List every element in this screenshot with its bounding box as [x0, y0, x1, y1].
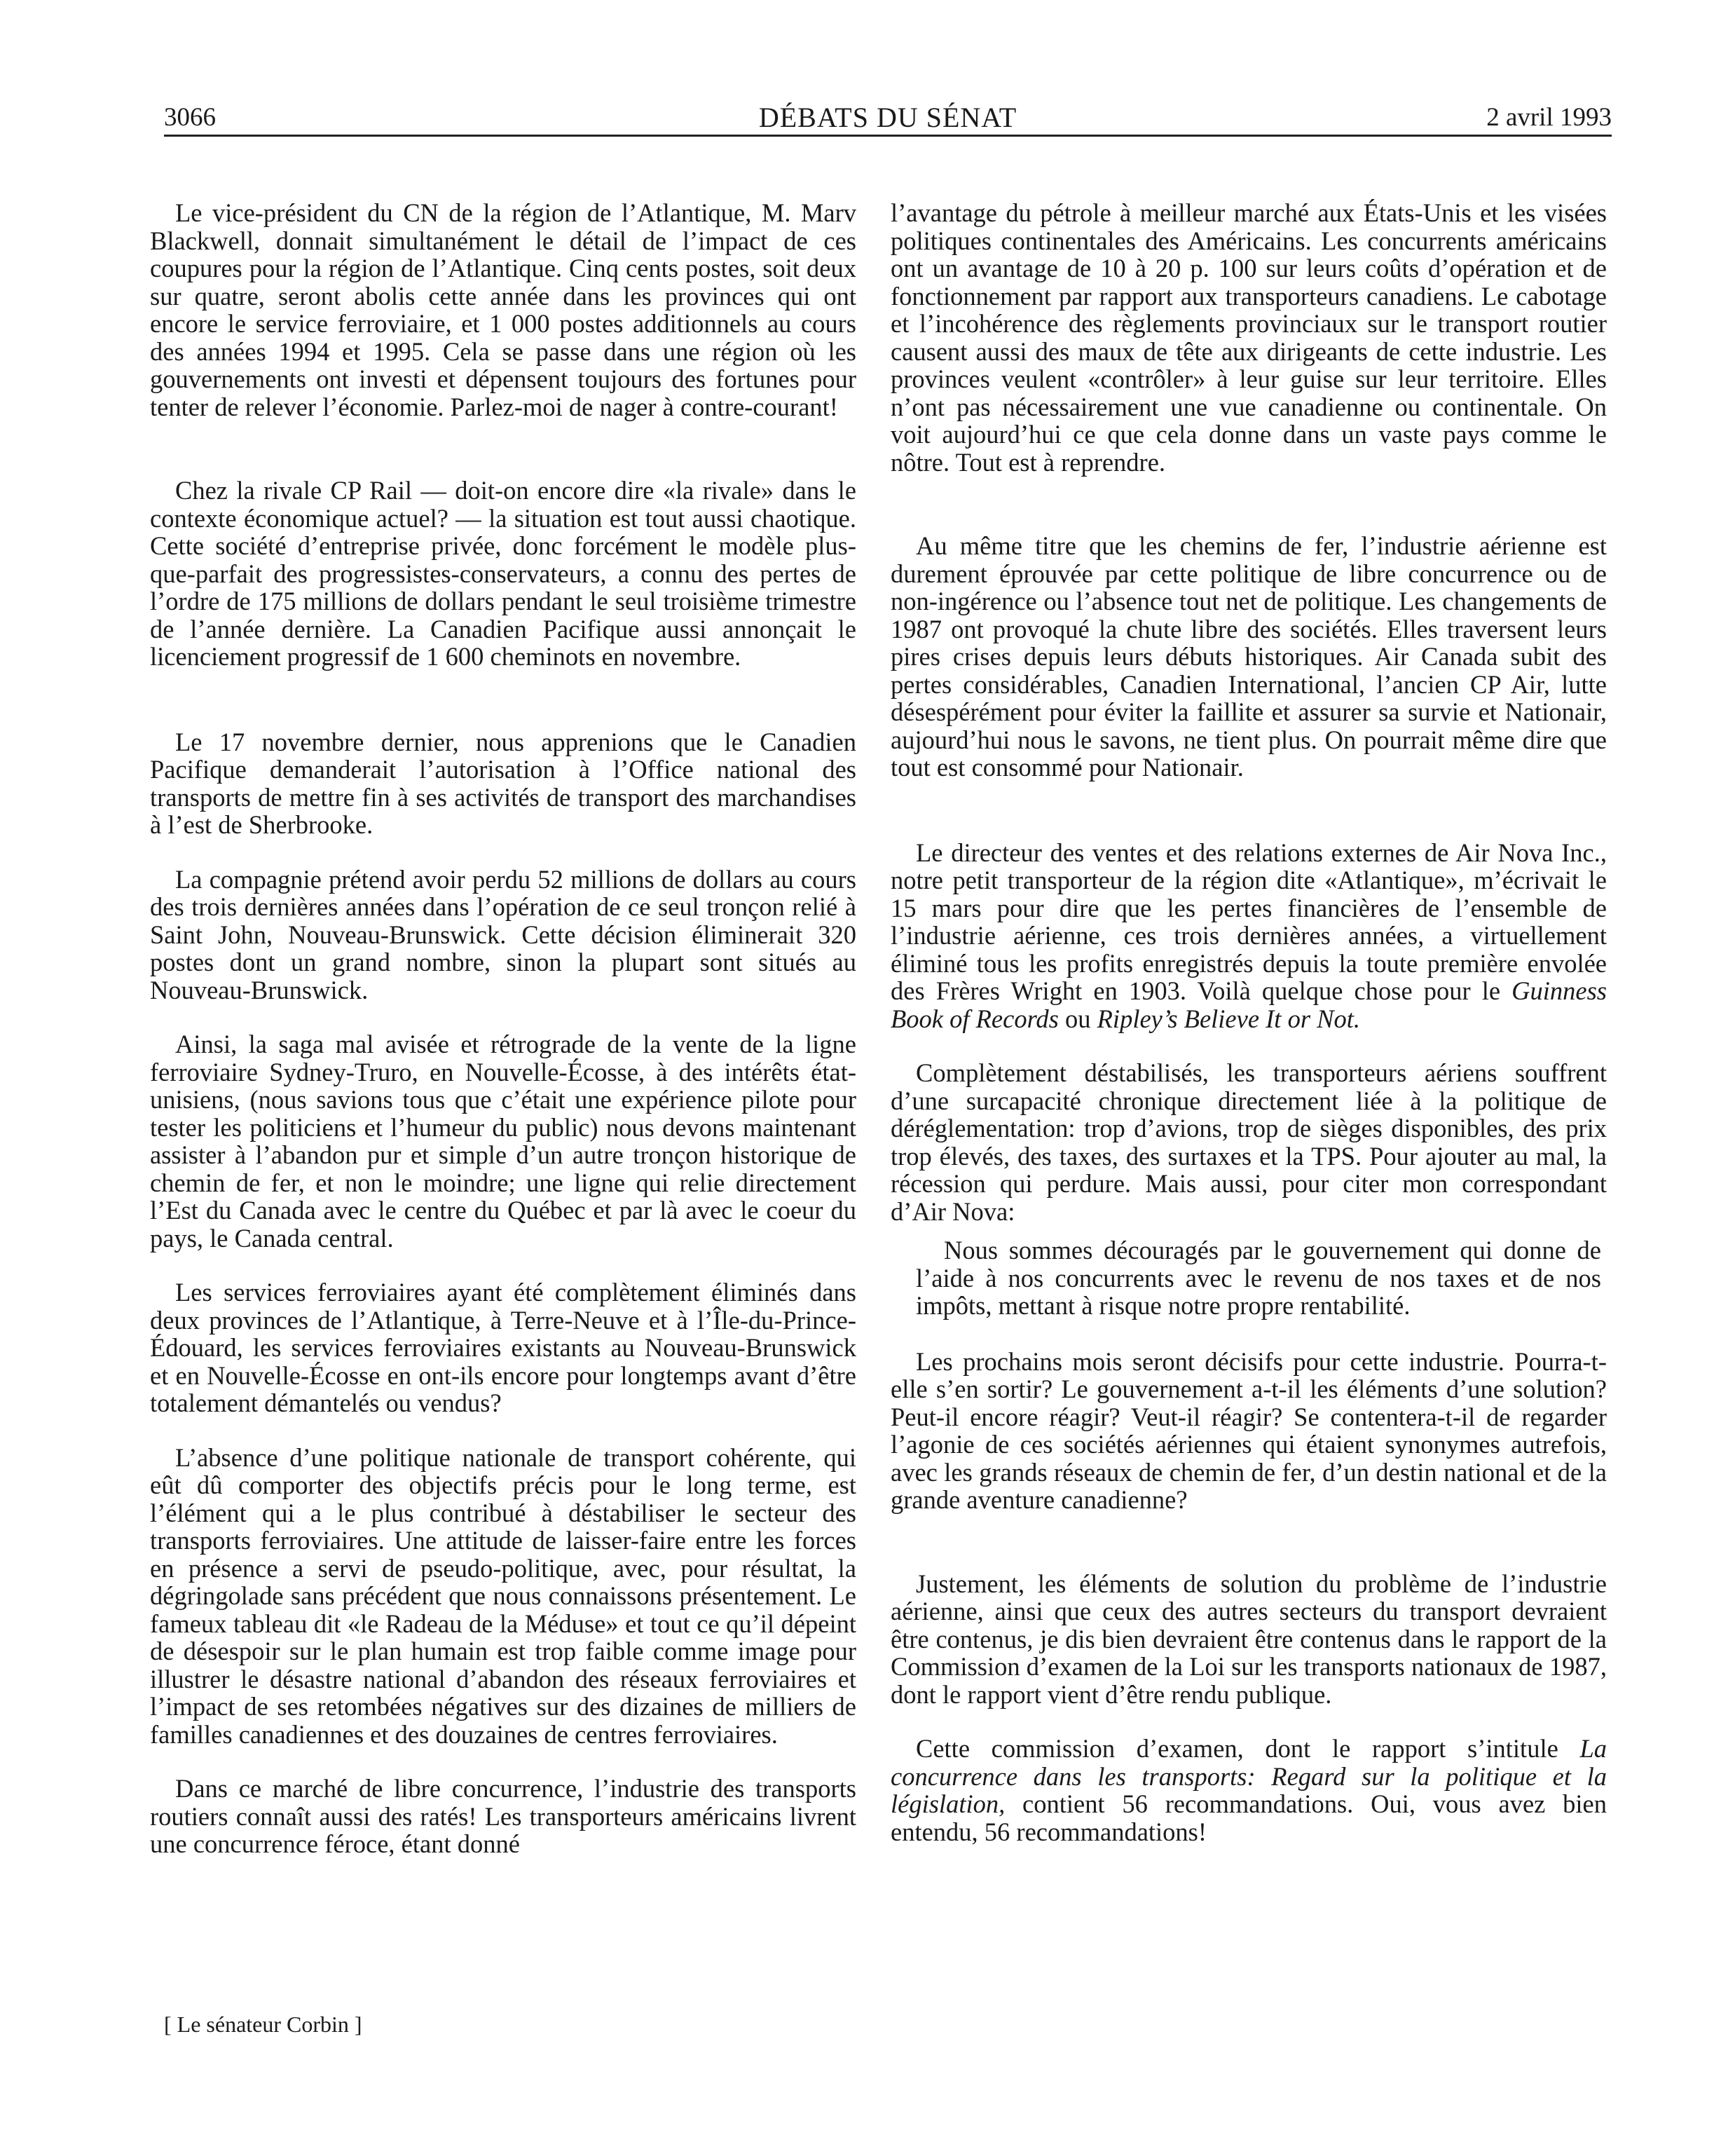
paragraph-elements-solution: Justement, les éléments de solution du problème de l’industrie aérienne, ainsi que ceux des autres secteurs du transport devraient être contenus, je dis bien devraient être contenus dans le rapport de la Commission d’examen de la Loi sur les transports nationaux de 1987, dont le rapport vient d’être rendu publique.: [891, 1569, 1607, 1709]
paragraph-politique-nationale: L’absence d’une politique nationale de transport cohérente, qui eût dû comporter des objectifs précis pour le long terme, est l’élément qui a le plus contribué à déstabiliser le secteur des transports ferroviaires. Une attitude de laisser-faire entre les forces en présence a servi de pseudo-politique, avec, pour résultat, la dégringolade sans précédent que nous connaissons présentement. Le fameux tableau dit «le Radeau de la Méduse» et tout ce qu’il dépeint de désespoir sur le plan humain est trop faible comme image pour illustrer le désastre national d’abandon des réseaux ferroviaires et l’impact de ses retombées négatives sur des dizaines de milliers de familles canadiennes et des douzaines de centres ferroviaires.: [150, 1442, 856, 1749]
page-date: 2 avril 1993: [1486, 103, 1612, 132]
paragraph-sydney-truro: Ainsi, la saga mal avisée et rétrograde de la vente de la ligne ferroviaire Sydney-Truro, en Nouvelle-Écosse, à des intérêts état-unisiens, (nous savions tous que c’était une expérience pilote pour tester les politiciens et l’humeur du public) nous devons maintenant assister à l’abandon pur et simple d’un autre tronçon historique de chemin de fer, et non le moindre; une ligne qui relie directement l’Est du Canada avec le centre du Québec et par là avec le coeur du pays, le Canada central.: [150, 1030, 856, 1253]
paragraph-air-nova: [891, 839, 1607, 1033]
guinness-title: Guinness Book of Records: [891, 976, 1607, 1033]
paragraph-november-17: Le 17 novembre dernier, nous apprenions que le Canadien Pacifique demanderait l’autorisation à l’Office national des transports de mettre fin à ses activités de transport des marchandises à l’est de Sherbrooke.: [150, 727, 856, 839]
ripley-title: Ripley’s Believe It or Not.: [1097, 1004, 1361, 1033]
paragraph-cp-rail: Chez la rivale CP Rail — doit-on encore dire «la rivale» dans le contexte économique actuel? — la situation est tout aussi chaotique. Cette société d’entreprise privée, donc forcément le modèle plus-que-parfait des progressistes-conservateurs, a connu des pertes de l’ordre de 175 millions de dollars pendant le seul troisième trimestre de l’année dernière. La Canadien Pacifique aussi annonçait le licenciement progressif de 1 600 cheminots en novembre.: [150, 476, 856, 671]
report-title: La concurrence dans les transports: Regard sur la politique et la législation,: [891, 1734, 1607, 1818]
paragraph-cn-atlantic: Le vice-président du CN de la région de l’Atlantique, M. Marv Blackwell, donnait simultanément le détail de l’impact de ces coupures pour la région de l’Atlantique. Cinq cents postes, soit deux sur quatre, seront abolis cette année dans les provinces qui ont encore le service ferroviaire, et 1 000 postes additionnels au cours des années 1994 et 1995. Cela se passe dans une région où les gouvernements ont investi et dépensent toujours des fortunes pour tenter de relever l’économie. Parlez-moi de nager à contre-courant!: [150, 198, 856, 421]
block-quote: Nous sommes découragés par le gouvernement qui donne de l’aide à nos concurrents avec le revenu de nos taxes et de nos impôts, mettant à risque notre propre rentabilité.: [916, 1236, 1601, 1320]
left-column: [150, 199, 856, 1858]
paragraph-destabilises: Complètement déstabilisés, les transporteurs aériens souffrent d’une surcapacité chronique directement liée à la politique de déréglementation: trop d’avions, trop de sièges disponibles, des prix trop élevés, des taxes, des surtaxes et la TPS. Pour ajouter au mal, la récession qui perdure. Mais aussi, pour citer mon correspondant d’Air Nova:: [891, 1058, 1607, 1226]
paragraph-industrie-aerienne: Au même titre que les chemins de fer, l’industrie aérienne est durement éprouvée par cette politique de libre concurrence ou de non-ingérence ou l’absence tout net de politique. Les changements de 1987 ont provoqué la chute libre des sociétés. Elles traversent leurs pires crises depuis leurs débuts historiques. Air Canada subit des pertes considérables, Canadien International, l’ancien CP Air, lutte désespérément pour éviter la faillite et assurer sa survie et Nationair, aujourd’hui nous le savons, ne tient plus. On pourrait même dire que tout est consommé pour Nationair.: [891, 531, 1607, 782]
paragraph-prochains-mois: Les prochains mois seront décisifs pour cette industrie. Pourra-t-elle s’en sortir? Le gouvernement a-t-il les éléments d’une solution? Peut-il encore réagir? Veut-il réagir? Se contentera-t-il de regarder l’agonie de ces sociétés aériennes qui étaient synonymes autrefois, avec les grands réseaux de chemin de fer, d’un destin national et de la grande aventure canadienne?: [891, 1346, 1607, 1514]
paragraph-transports-routiers: Dans ce marché de libre concurrence, l’industrie des transports routiers connaît aussi des ratés! Les transporteurs américains livrent une concurrence féroce, étant donné: [150, 1774, 856, 1858]
paragraph-commission: [891, 1735, 1607, 1845]
commission-end: contient 56 recommandations. Oui, vous avez bien entendu, 56 recommandations!: [891, 1789, 1607, 1846]
air-nova-text: Le directeur des ventes et des relations externes de Air Nova Inc., notre petit transporteur de la région dite «Atlantique», m’écrivait le 15 mars pour dire que les pertes financières de l’ensemble de l’industrie aérienne, ces trois dernières années, a virtuellement éliminé tous les profits enregistrés depuis la toute première envolée des Frères Wright en 1903. Voilà quelque chose pour le: [891, 838, 1607, 1005]
publication-title: DÉBATS DU SÉNAT: [758, 102, 1017, 133]
speaker-note: [ Le sénateur Corbin ]: [164, 2012, 362, 2037]
page-number: 3066: [164, 103, 216, 132]
right-column: [891, 199, 1607, 1845]
paragraph-52-millions: La compagnie prétend avoir perdu 52 millions de dollars au cours des trois dernières années dans l’opération de ce seul tronçon relié à Saint John, Nouveau-Brunswick. Cette décision éliminerait 320 postes dont un grand nombre, sinon la plupart sont situés au Nouveau-Brunswick.: [150, 864, 856, 1004]
page-header: [164, 98, 1612, 137]
paragraph-services-ferroviaires: Les services ferroviaires ayant été complètement éliminés dans deux provinces de l’Atlantique, à Terre-Neuve et à l’Île-du-Prince-Édouard, les services ferroviaires existants au Nouveau-Brunswick et en Nouvelle-Écosse en ont-ils encore pour longtemps avant d’être totalement démantelés ou vendus?: [150, 1278, 856, 1417]
paragraph-petrole: l’avantage du pétrole à meilleur marché aux États-Unis et les visées politiques continentales des Américains. Les concurrents américains ont un avantage de 10 à 20 p. 100 sur leurs coûts d’opération et de fonctionnement par rapport aux transporteurs canadiens. Le cabotage et l’incohérence des règlements provinciaux sur le transport routier causent aussi des maux de tête aux dirigeants de cette industrie. Les provinces veulent «contrôler» à leur guise sur leur territoire. Elles n’ont pas nécessairement une vue canadienne ou continentale. On voit aujourd’hui ce que cela donne dans un vaste pays comme le nôtre. Tout est à reprendre.: [891, 198, 1607, 477]
air-nova-conjunction: ou: [1065, 1004, 1091, 1033]
commission-text: Cette commission d’examen, dont le rapport s’intitule: [916, 1734, 1558, 1763]
